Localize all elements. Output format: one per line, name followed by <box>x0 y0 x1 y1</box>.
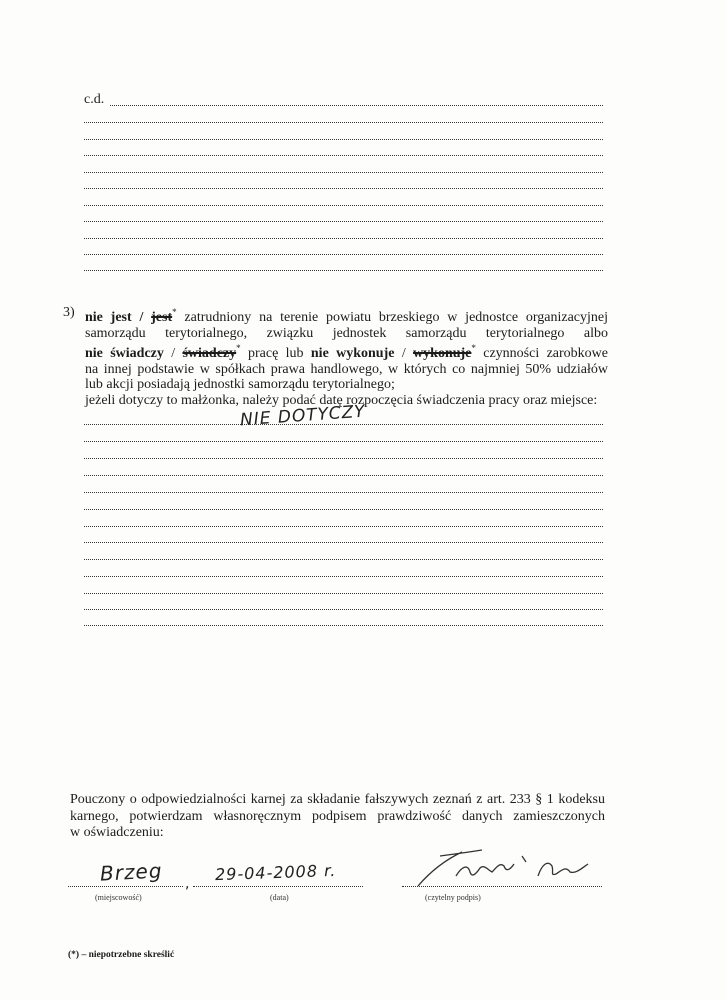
dotted-line <box>84 542 603 543</box>
dotted-line <box>84 172 603 173</box>
declaration-line-2: karnego, potwierdzam własnoręcznym podpisem prawdziwość danych zamieszczonych <box>70 808 605 824</box>
dotted-line <box>84 188 603 189</box>
dotted-line <box>84 559 603 560</box>
dotted-line <box>84 139 603 140</box>
asterisk-mark: * <box>236 343 241 354</box>
declaration-text <box>70 792 605 842</box>
asterisk-mark: * <box>471 343 476 354</box>
struck-swiadczy: świadczy <box>182 346 237 362</box>
dotted-line <box>84 221 603 222</box>
dotted-line <box>110 105 603 106</box>
keyword-nie-wykonuje: nie wykonuje <box>310 346 395 362</box>
footnote: (*) – niepotrzebne skreślić <box>68 950 175 960</box>
struck-jest: jest <box>151 310 173 325</box>
handwritten-date: 29-04-2008 r. <box>214 860 337 885</box>
line-1-rest: zatrudniony na terenie powiatu brzeskiego w jednostce organizacyjnej <box>176 310 608 325</box>
asterisk-mark: * <box>172 307 177 317</box>
section-3-line-4: na innej podstawie w spółkach prawa handlowego, w których co najmniej 50% udziałów <box>85 361 608 377</box>
line-3-mid: pracę lub <box>240 346 311 362</box>
declaration-line-3: w oświadczeniu: <box>70 825 164 840</box>
handwritten-answer: NIE DOTYCZY <box>239 401 367 431</box>
dotted-line <box>84 509 603 510</box>
keyword-nie-jest: nie jest <box>85 310 132 325</box>
handwritten-place: Brzeg <box>99 858 164 886</box>
dotted-line <box>84 270 603 271</box>
dotted-line <box>84 458 603 459</box>
dotted-line <box>84 254 603 255</box>
separator: / <box>394 346 414 362</box>
declaration-line-1: Pouczony o odpowiedzialności karnej za składanie fałszywych zeznań z art. 233 § 1 kodeksu <box>70 792 605 807</box>
struck-wykonuje: wykonuje <box>413 346 472 362</box>
dotted-line <box>84 492 603 493</box>
dotted-line <box>84 122 603 123</box>
dotted-line <box>84 441 603 442</box>
line-3-rest: czynności zarobkowe <box>475 346 608 362</box>
section-3-line-1 <box>85 305 608 326</box>
section-3-line-2: samorządu terytorialnego, związku jednostek samorządu terytorialnego albo <box>85 325 608 341</box>
separator: / <box>163 346 183 362</box>
dotted-line <box>84 238 603 239</box>
dotted-line <box>84 155 603 156</box>
signature-caption: (czytelny podpis) <box>425 893 481 902</box>
dotted-line <box>84 526 603 527</box>
section-3 <box>63 305 608 409</box>
section-3-line-3 <box>85 341 608 362</box>
continuation-label: c.d. <box>84 92 105 107</box>
dotted-line <box>84 576 603 577</box>
place-caption: (miejscowość) <box>95 893 142 902</box>
section-3-line-5: lub akcji posiadają jednostki samorządu terytorialnego; <box>85 377 395 393</box>
dotted-line <box>84 625 603 626</box>
dotted-line <box>84 205 603 206</box>
dotted-line <box>84 424 603 425</box>
section-3-text <box>85 305 608 409</box>
dotted-line <box>84 593 603 594</box>
date-caption: (data) <box>270 893 289 902</box>
dotted-line <box>84 609 603 610</box>
keyword-nie-swiadczy: nie świadczy <box>85 346 164 362</box>
date-dotted-line <box>193 886 363 887</box>
section-number: 3) <box>63 305 75 320</box>
section-3-line-6: jeżeli dotyczy to małżonka, należy podać datę rozpoczęcia świadczenia pracy oraz miejsce: <box>85 392 598 408</box>
dotted-line <box>84 475 603 476</box>
handwritten-signature <box>410 842 605 894</box>
separator: / <box>131 310 152 325</box>
place-dotted-line <box>68 886 183 887</box>
comma: , <box>185 876 191 892</box>
